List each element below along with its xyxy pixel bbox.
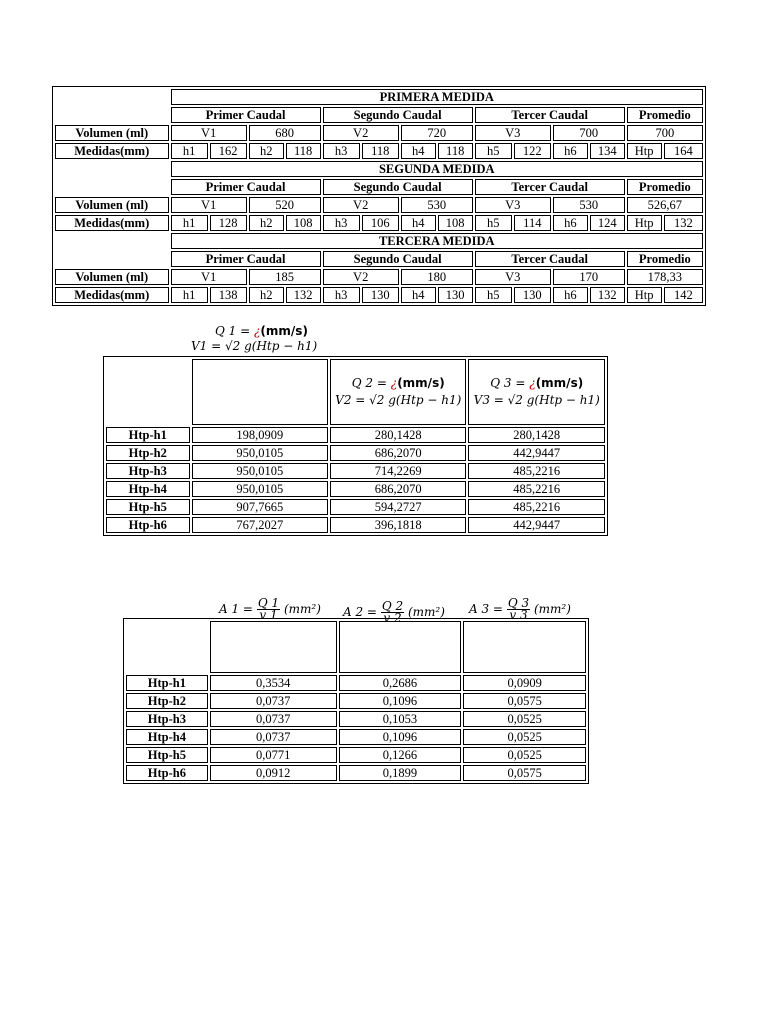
measure-key: Htp	[627, 215, 662, 231]
a2-formula: A 2 = $\frac{Q 2}{v 2}$ (mm²)	[343, 599, 445, 625]
area-row	[126, 729, 586, 745]
velocity-value: 714,2269	[330, 463, 466, 479]
measure-value: 108	[286, 215, 321, 231]
velocity-row	[106, 463, 605, 479]
caudal-header: Primer Caudal	[171, 251, 321, 267]
area-value: 0,0525	[463, 729, 586, 745]
volume-value: 530	[553, 197, 625, 213]
caudal-header: Promedio	[627, 107, 703, 123]
measure-value: 142	[664, 287, 703, 303]
velocity-header-q3: Q 3 = ¿(mm/s) V3 = √2 g(Htp − h1)	[468, 359, 605, 425]
velocity-value: 442,9447	[468, 517, 605, 533]
area-value: 0,3534	[210, 675, 337, 691]
area-row	[126, 675, 586, 691]
velocity-value: 686,2070	[330, 481, 466, 497]
volume-value: 530	[401, 197, 473, 213]
velocity-value: 950,0105	[192, 463, 328, 479]
blank-cell	[55, 251, 169, 267]
area-value: 0,0771	[210, 747, 337, 763]
area-row	[126, 693, 586, 709]
measure-title: PRIMERA MEDIDA	[171, 89, 703, 105]
measure-key: Htp	[627, 287, 662, 303]
q1-formula: Q 1 = ¿(mm/s)	[215, 324, 308, 338]
measure-title-row	[55, 89, 703, 105]
area-value: 0,0737	[210, 729, 337, 745]
measure-key: h3	[323, 287, 360, 303]
volume-row	[55, 197, 703, 213]
measure-key: h2	[249, 143, 284, 159]
velocity-header-q2: Q 2 = ¿(mm/s) V2 = √2 g(Htp − h1)	[330, 359, 466, 425]
measure-header-row	[55, 107, 703, 123]
area-value: 0,0525	[463, 747, 586, 763]
velocity-row	[106, 517, 605, 533]
velocity-value: 907,7665	[192, 499, 328, 515]
a3-formula: A 3 = $\frac{Q 3}{v 3}$ (mm²)	[469, 596, 571, 622]
caudal-header: Tercer Caudal	[475, 251, 625, 267]
measure-value: 114	[514, 215, 551, 231]
measure-key: h1	[171, 215, 208, 231]
v1-formula: V1 = √2 g(Htp − h1)	[191, 339, 318, 353]
area-value: 0,0575	[463, 693, 586, 709]
volume-value: 185	[249, 269, 321, 285]
volume-label: Volumen (ml)	[55, 197, 169, 213]
measure-key: h3	[323, 143, 360, 159]
caudal-header: Primer Caudal	[171, 107, 321, 123]
volume-label: Volumen (ml)	[55, 269, 169, 285]
measure-title: TERCERA MEDIDA	[171, 233, 703, 249]
caudal-header: Tercer Caudal	[475, 107, 625, 123]
area-value: 0,0909	[463, 675, 586, 691]
volume-key: V2	[323, 125, 399, 141]
blank-cell	[55, 179, 169, 195]
measure-header-row	[55, 179, 703, 195]
measure-value: 118	[286, 143, 321, 159]
volume-key: V3	[475, 197, 551, 213]
velocity-value: 950,0105	[192, 481, 328, 497]
area-value: 0,1053	[339, 711, 462, 727]
area-table	[123, 618, 589, 784]
volume-value: 170	[553, 269, 625, 285]
measure-value: 130	[514, 287, 551, 303]
volume-row	[55, 125, 703, 141]
area-value: 0,1096	[339, 729, 462, 745]
measure-key: h3	[323, 215, 360, 231]
area-row	[126, 765, 586, 781]
measure-key: h5	[475, 215, 512, 231]
area-header-a1	[210, 621, 337, 673]
measurement-table	[52, 86, 706, 306]
velocity-value: 950,0105	[192, 445, 328, 461]
velocity-value: 485,2216	[468, 481, 605, 497]
measurement-tables	[52, 86, 706, 306]
measure-value: 132	[590, 287, 625, 303]
blank-cell	[55, 233, 169, 249]
measure-key: h4	[401, 215, 436, 231]
measure-value: 108	[438, 215, 473, 231]
velocity-value: 198,0909	[192, 427, 328, 443]
measure-title: SEGUNDA MEDIDA	[171, 161, 703, 177]
velocity-table	[103, 356, 608, 536]
measure-key: h5	[475, 287, 512, 303]
velocity-value: 594,2727	[330, 499, 466, 515]
measure-key: h2	[249, 287, 284, 303]
measure-value: 130	[362, 287, 399, 303]
caudal-header: Promedio	[627, 251, 703, 267]
volume-value: 680	[249, 125, 321, 141]
area-row	[126, 747, 586, 763]
row-label: Htp-h2	[126, 693, 208, 709]
measure-header-row	[55, 251, 703, 267]
blank-cell	[55, 89, 169, 105]
area-value: 0,1266	[339, 747, 462, 763]
volume-row	[55, 269, 703, 285]
measure-value: 106	[362, 215, 399, 231]
area-row	[126, 711, 586, 727]
row-label: Htp-h4	[126, 729, 208, 745]
measure-value: 138	[210, 287, 247, 303]
area-header-a2	[339, 621, 462, 673]
volume-value: 720	[401, 125, 473, 141]
velocity-value: 485,2216	[468, 499, 605, 515]
velocity-value: 485,2216	[468, 463, 605, 479]
measure-key: h4	[401, 287, 436, 303]
measures-label: Medidas(mm)	[55, 215, 169, 231]
measure-value: 118	[362, 143, 399, 159]
area-value: 0,0912	[210, 765, 337, 781]
caudal-header: Segundo Caudal	[323, 107, 473, 123]
velocity-row	[106, 427, 605, 443]
measure-value: 132	[286, 287, 321, 303]
volume-value: 180	[401, 269, 473, 285]
velocity-value: 767,2027	[192, 517, 328, 533]
volume-key: V2	[323, 269, 399, 285]
velocity-value: 396,1818	[330, 517, 466, 533]
volume-average: 526,67	[627, 197, 703, 213]
measure-value: 162	[210, 143, 247, 159]
caudal-header: Primer Caudal	[171, 179, 321, 195]
measures-row	[55, 287, 703, 303]
measure-title-row	[55, 161, 703, 177]
measure-key: h1	[171, 287, 208, 303]
measure-key: h5	[475, 143, 512, 159]
velocity-value: 686,2070	[330, 445, 466, 461]
caudal-header: Promedio	[627, 179, 703, 195]
volume-average: 700	[627, 125, 703, 141]
volume-key: V2	[323, 197, 399, 213]
blank-cell	[55, 107, 169, 123]
measure-value: 128	[210, 215, 247, 231]
caudal-header: Segundo Caudal	[323, 179, 473, 195]
row-label: Htp-h5	[106, 499, 190, 515]
velocity-corner	[106, 359, 190, 425]
measure-key: Htp	[627, 143, 662, 159]
measure-value: 164	[664, 143, 703, 159]
velocity-value: 280,1428	[330, 427, 466, 443]
area-value: 0,0575	[463, 765, 586, 781]
row-label: Htp-h6	[106, 517, 190, 533]
volume-value: 700	[553, 125, 625, 141]
measures-label: Medidas(mm)	[55, 287, 169, 303]
measures-row	[55, 215, 703, 231]
row-label: Htp-h1	[126, 675, 208, 691]
volume-key: V1	[171, 197, 247, 213]
area-value: 0,0737	[210, 693, 337, 709]
area-value: 0,2686	[339, 675, 462, 691]
measure-key: h4	[401, 143, 436, 159]
volume-label: Volumen (ml)	[55, 125, 169, 141]
volume-key: V3	[475, 269, 551, 285]
volume-key: V3	[475, 125, 551, 141]
area-value: 0,1899	[339, 765, 462, 781]
measure-value: 132	[664, 215, 703, 231]
row-label: Htp-h5	[126, 747, 208, 763]
caudal-header: Segundo Caudal	[323, 251, 473, 267]
measure-key: h2	[249, 215, 284, 231]
area-value: 0,1096	[339, 693, 462, 709]
row-label: Htp-h1	[106, 427, 190, 443]
volume-key: V1	[171, 269, 247, 285]
volume-key: V1	[171, 125, 247, 141]
area-header-a3	[463, 621, 586, 673]
measures-label: Medidas(mm)	[55, 143, 169, 159]
area-corner	[126, 621, 208, 673]
volume-value: 520	[249, 197, 321, 213]
velocity-header-q1	[192, 359, 328, 425]
measure-value: 134	[590, 143, 625, 159]
velocity-value: 442,9447	[468, 445, 605, 461]
measure-value: 122	[514, 143, 551, 159]
row-label: Htp-h3	[126, 711, 208, 727]
row-label: Htp-h3	[106, 463, 190, 479]
a1-formula: A 1 = $\frac{Q 1}{v 1}$ (mm²)	[219, 596, 321, 622]
volume-average: 178,33	[627, 269, 703, 285]
measure-value: 130	[438, 287, 473, 303]
blank-cell	[55, 161, 169, 177]
measures-row	[55, 143, 703, 159]
caudal-header: Tercer Caudal	[475, 179, 625, 195]
measure-key: h6	[553, 287, 588, 303]
area-value: 0,0525	[463, 711, 586, 727]
measure-title-row	[55, 233, 703, 249]
measure-key: h1	[171, 143, 208, 159]
velocity-row	[106, 445, 605, 461]
measure-key: h6	[553, 215, 588, 231]
measure-value: 118	[438, 143, 473, 159]
measure-value: 124	[590, 215, 625, 231]
row-label: Htp-h4	[106, 481, 190, 497]
velocity-value: 280,1428	[468, 427, 605, 443]
velocity-row	[106, 499, 605, 515]
velocity-row	[106, 481, 605, 497]
row-label: Htp-h2	[106, 445, 190, 461]
measure-key: h6	[553, 143, 588, 159]
row-label: Htp-h6	[126, 765, 208, 781]
area-value: 0,0737	[210, 711, 337, 727]
